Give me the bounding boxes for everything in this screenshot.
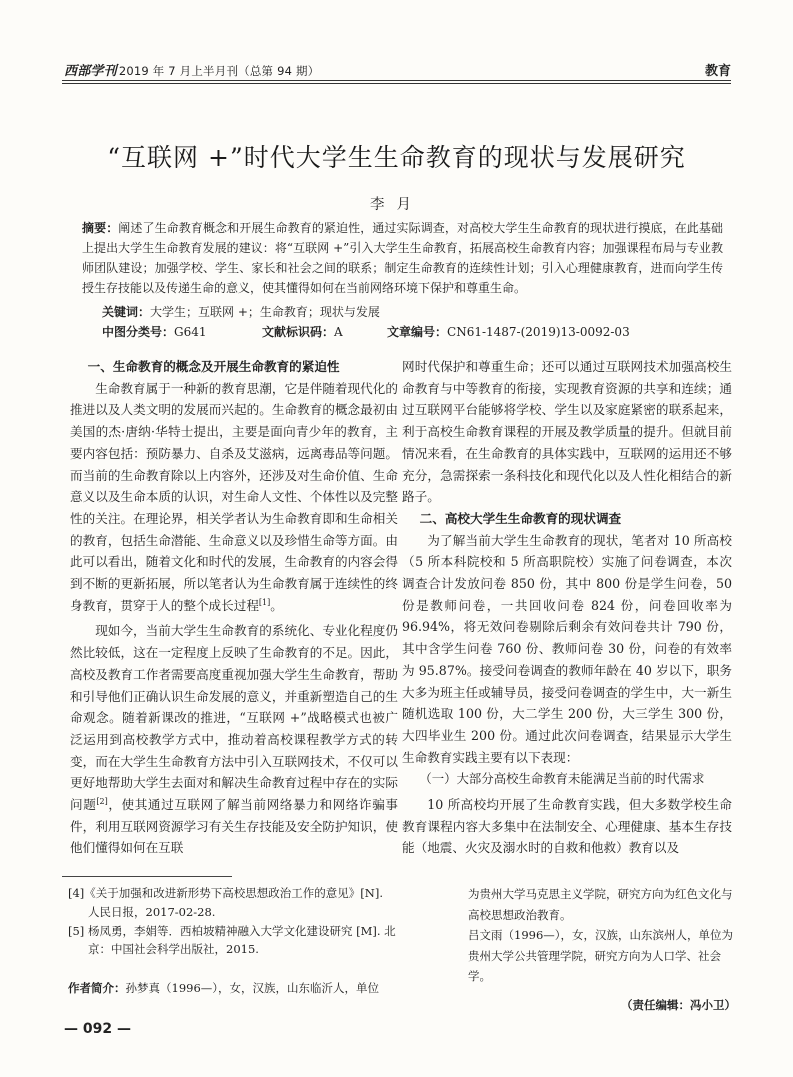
article-no-value: CN61-1487-(2019)13-0092-03: [447, 325, 630, 339]
keywords-text: 大学生；互联网 +；生命教育；现状与发展: [150, 305, 380, 319]
author-bio-text: 孙梦真（1996—），女，汉族，山东临沂人，单位: [125, 981, 380, 996]
abstract-text: 阐述了生命教育概念和开展生命教育的紧迫性，通过实际调查，对高校大学生生命教育的现状进行摸底，在此基础上提出大学生生命教育发展的建议：将“互联网 +”引入大学生生命教育，拓展高校生命教育内容；加强课程布局与专业教师团队建设；加强学校、学生、家长和社会之间的联系；制定生命教育的连续性计划；引入心理健康教育，进而向学生传授生存技能以及传递生命的意义，使其懂得如何在当前网络环境下保护和尊重生命。: [82, 221, 723, 295]
section-heading-2: 二、高校大学生生命教育的现状调查: [419, 510, 622, 526]
doc-code-label: 文献标识码：: [262, 325, 335, 339]
article-no-label: 文章编号：: [387, 325, 448, 339]
abstract-label: 摘要：: [82, 221, 119, 235]
subsection-heading: （一）大部分高校生命教育未能满足当前的时代需求: [419, 771, 705, 787]
author-name: 李月: [370, 197, 423, 213]
author-bio-label: 作者简介：: [68, 981, 126, 996]
citation-ref: [2]: [96, 796, 108, 806]
second-author-bio: 吕文雨（1996—），女，汉族，山东滨州人，单位为贵州大学公共管理学院，研究方向为人口学、社会学。: [468, 928, 734, 983]
responsible-editor: （责任编辑：冯小卫）: [621, 997, 736, 1012]
issue-info: 2019 年 7 月上半月刊（总第 94 期）: [118, 64, 320, 78]
journal-name: 西部学刊: [64, 64, 117, 79]
header-divider: [62, 80, 731, 81]
article-title: “互联网 +”时代大学生生命教育的现状与发展研究: [107, 143, 686, 172]
classification-label: 中图分类号：: [102, 325, 175, 339]
section-heading-1: 一、生命教育的概念及开展生命教育的紧迫性: [87, 359, 340, 374]
paragraph: [70, 378, 398, 617]
paragraph: 10 所高校均开展了生命教育实践，但大多数学校生命教育课程内容大多集中在法制安全、心理健康、基本生存技能（地震、火灾及溺水时的自救和他救）教育以及: [402, 797, 732, 856]
keywords-label: 关键词：: [102, 305, 151, 319]
page-number: — 092 —: [64, 1021, 131, 1037]
classification-row: [102, 322, 723, 342]
author-bio-continued: 为贵州大学马克思主义学院，研究方向为红色文化与高校思想政治教育。: [468, 887, 733, 922]
keywords-row: [102, 302, 723, 322]
section-label: 教育: [704, 64, 731, 79]
footnotes-right: [468, 884, 736, 1015]
paragraph: 为了解当前大学生生命教育的现状，笔者对 10 所高校（5 所本科院校和 5 所高职院校）实施了问卷调查，本次调查合计发放问卷 850 份，其中 800 份是学生问卷，50 份是教师问卷，一共回收问卷 824 份，问卷回收率为 96.94%，将无效问卷剔除后剩余有效问卷共计 790 份，其中含学生问卷 760 份、教师问卷 30 份，问卷的有效率为 95.87%。接受问卷调查的教师年龄在 40 岁以下，职务大多为班主任或辅导员，接受问卷调查的学生中，大一新生随机选取 100 份，大二学生 200 份，大三学生 300 份，大四毕业生 200 份。通过此次问卷调查，结果显示大学生生命教育实践主要有以下表现：: [402, 532, 732, 765]
citation-ref: [1]: [258, 597, 271, 607]
article-meta: [102, 302, 723, 342]
author-bio: [68, 979, 398, 998]
right-column: [402, 356, 732, 859]
left-column: [70, 356, 398, 859]
footnote-divider: [62, 876, 232, 877]
paragraph-text: 现如今，当前大学生生命教育的系统化、专业化程度仍然比较低，这在一定程度上反映了生命教育的不足。因此，高校及教育工作者需要高度重视加强大学生生命教育，帮助和引导他们正确认识生命发展的意义，并重新塑造自己的生命观念。随着新课改的推进，“互联网 +”战略模式也被广泛运用到高校教学方式中，推动着高校课程教学方式的转变，而在大学生生命教育方法中引入互联网技术，不仅可以更好地帮助大学生去面对和解决生命教育过程中存在的实际问题: [70, 623, 398, 813]
reference-5: [5] 杨凤勇，李娟等．西柏坡精神融入大学文化建设研究 [M]. 北京：中国社会科学出版社，2015.: [68, 923, 396, 957]
paragraph-text: 生命教育属于一种新的教育思潮，它是伴随着现代化的推进以及人类文明的发展而兴起的。生命教育的概念最初由美国的杰·唐纳·华特士提出，主要是面向青少年的教育，主要内容包括：预防暴力、自杀及艾滋病，远离毒品等问题。而当前的生命教育除以上内容外，还涉及对生命价值、生命意义以及生命本质的认识，对生命人文性、个体性以及完整性的关注。在理论界，相关学者认为生命教育即和生命相关的教育，包括生命潜能、生命意义以及珍惜生命等方面。由此可以看出，随着文化和时代的发展，生命教育的内容会得到不断的更新拓展，所以笔者认为生命教育属于连续性的终身教育，贯穿于人的整个成长过程: [70, 380, 398, 613]
paragraph-text: 。: [270, 597, 283, 613]
footnotes-left: [68, 884, 398, 998]
running-header: [64, 60, 319, 79]
paragraph-text: ，使其通过互联网了解当前网络暴力和网络诈骗事件，利用互联网资源学习有关生存技能及安全防护知识，使他们懂得如何在互联: [70, 797, 399, 856]
doc-code-value: A: [334, 325, 343, 339]
paragraph: [70, 620, 398, 859]
paragraph: 网时代保护和尊重生命；还可以通过互联网技术加强高校生命教育与中等教育的衔接，实现教育资源的共享和连续；通过互联网平台能够将学校、学生以及家庭紧密的联系起来，利于高校生命教育课程的开展及教学质量的提升。但就目前情况来看，在生命教育的具体实践中，互联网的运用还不够充分，急需探索一条科技化和现代化以及人性化相结合的新路子。: [402, 359, 732, 505]
reference-4: [4]《关于加强和改进新形势下高校思想政治工作的意见》[N]. 人民日报，2017-02-28.: [68, 886, 383, 919]
classification-value: G641: [174, 325, 207, 339]
header-divider-thin: [62, 83, 731, 84]
abstract: [82, 218, 723, 298]
